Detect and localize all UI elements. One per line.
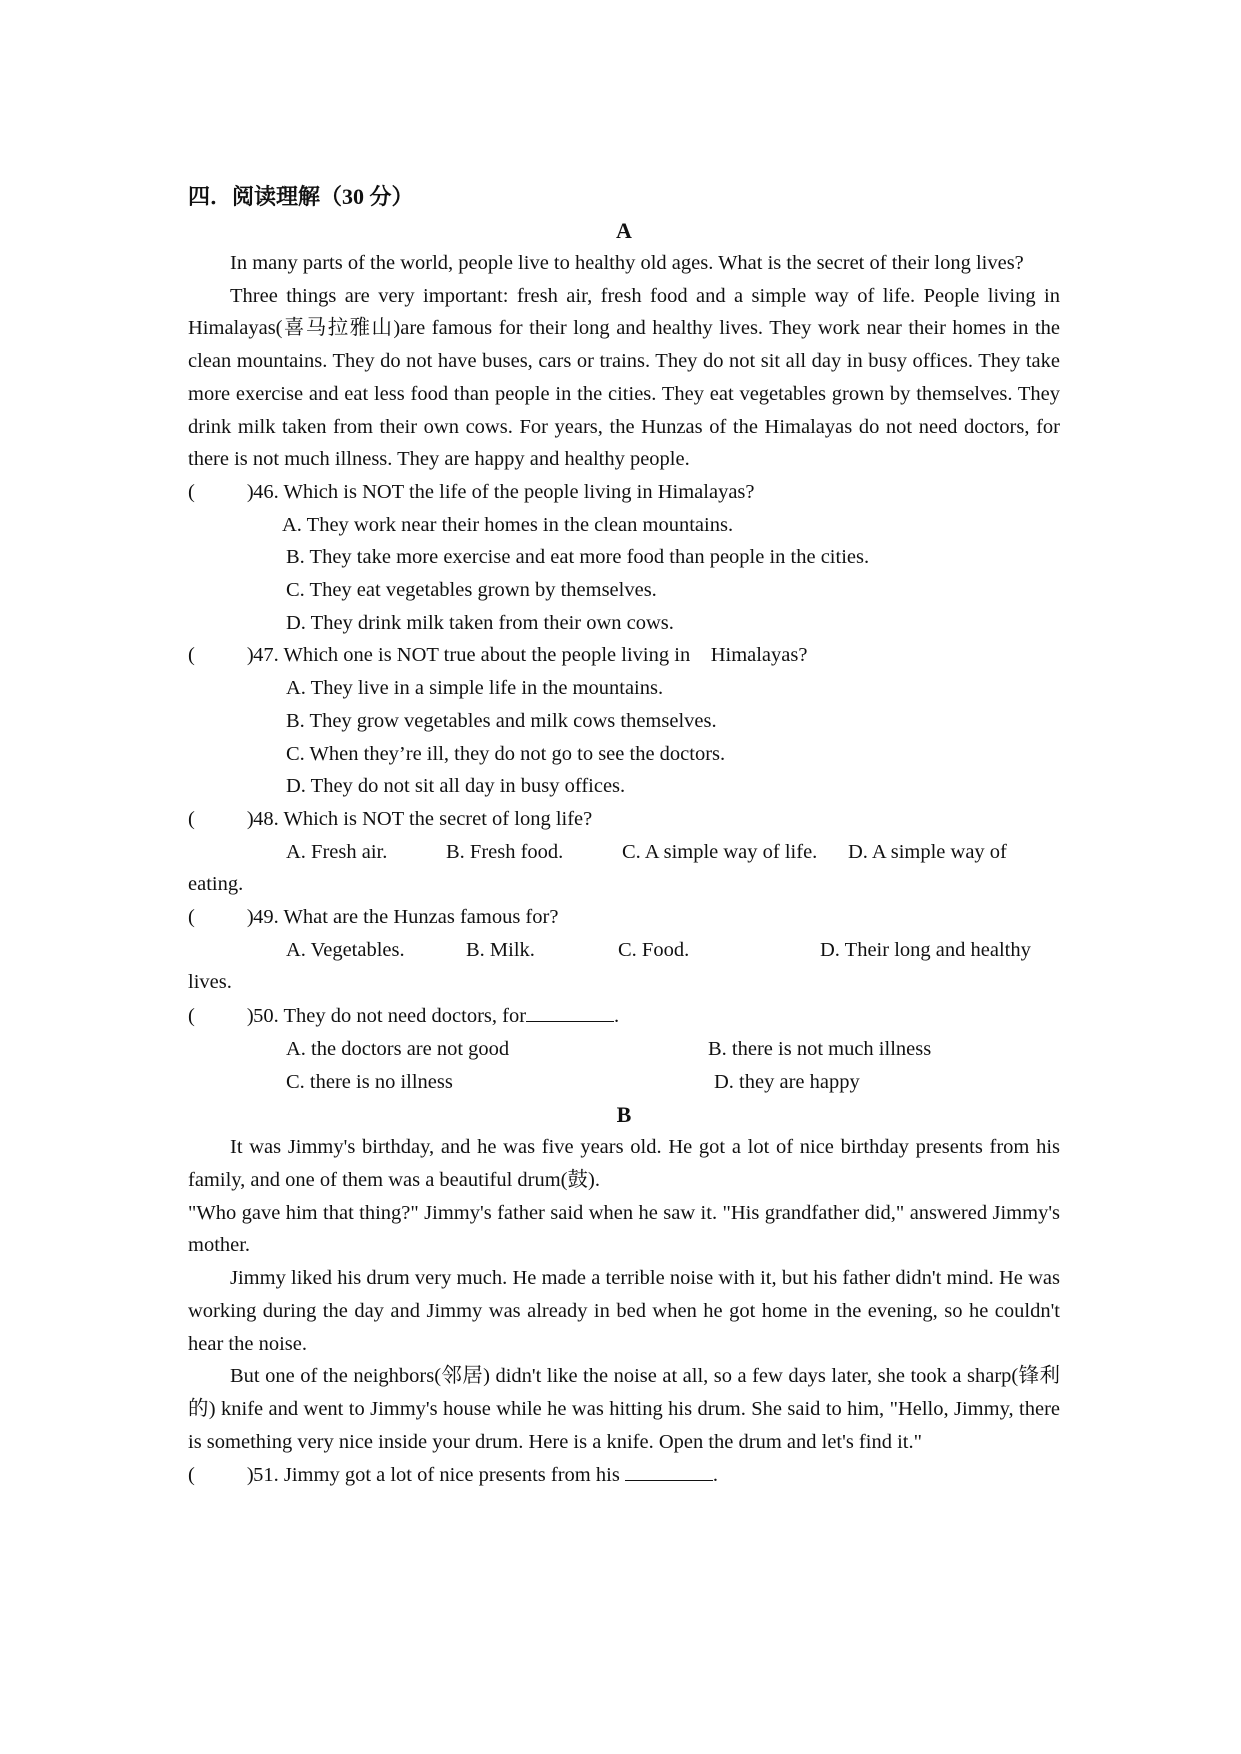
answer-blank[interactable] [526,999,614,1022]
options-50-row-2 [188,1066,1060,1099]
question-text: 46. Which is NOT the life of the people living in Himalayas? [253,480,755,503]
part-b-paragraph-3: Jimmy liked his drum very much. He made a terrible noise with it, but his father didn't mind. He was working during the day and Jimmy was already in bed when he got home in the evening, so he couldn't hear the noise. [188,1267,1060,1355]
question-50: ( ) 50. They do not need doctors, for . [188,999,1060,1033]
question-text: 49. What are the Hunzas famous for? [253,906,559,929]
option-49-wrap: lives. [188,971,232,994]
option-50-a: A. the doctors are not good [286,1037,510,1060]
document-page [188,180,1060,1492]
option-49-d: D. Their long and healthy [820,938,1031,961]
option-46-c: C. They eat vegetables grown by themselves. [286,579,657,602]
options-50-row-1 [188,1033,1060,1066]
answer-paren[interactable]: ( ) [188,644,254,667]
answer-paren[interactable]: ( ) [188,480,254,503]
option-47-c: C. When they’re ill, they do not go to see the doctors. [286,742,726,765]
option-48-a: A. Fresh air. [286,840,388,863]
question-text: 51. Jimmy got a lot of nice presents from his [253,1464,620,1487]
option-49-b: B. Milk. [466,938,535,961]
answer-blank[interactable] [625,1458,713,1481]
options-48 [188,836,1060,869]
option-50-c: C. there is no illness [286,1070,453,1093]
option-50-b: B. there is not much illness [708,1037,932,1060]
question-47 [188,639,1060,672]
option-49-c: C. Food. [618,938,690,961]
part-b-paragraph-1: It was Jimmy's birthday, and he was five years old. He got a lot of nice birthday presents from his family, and one of them was a beautiful drum(鼓). [188,1136,1060,1191]
part-b-heading: B [616,1102,632,1128]
option-49-a: A. Vegetables. [286,938,405,961]
answer-paren[interactable]: ( ) [188,1464,254,1487]
option-48-b: B. Fresh food. [446,840,564,863]
option-48-c: C. A simple way of life. [622,840,818,863]
option-47-b: B. They grow vegetables and milk cows themselves. [286,709,717,732]
part-a-heading: A [616,218,632,243]
option-47-a: A. They live in a simple life in the mountains. [286,677,664,700]
part-a-paragraph-2: Three things are very important: fresh air, fresh food and a simple way of life. People living in Himalayas(喜马拉雅山)are famous for their long and healthy lives. They work near their homes in the clean mountains. They do not have buses, cars or trains. They do not sit all day in busy offices. They take more exercise and eat less food than people in the cities. They eat vegetables grown by themselves. They drink milk taken from their own cows. For years, the Hunzas of the Himalayas do not need doctors, for there is not much illness. They are happy and healthy people. [188,284,1060,471]
section-title: 四．阅读理解（30 分） [188,184,414,209]
option-48-d: D. A simple way of [848,840,1007,863]
question-51: ( ) 51. Jimmy got a lot of nice presents from his . [188,1458,1060,1492]
answer-paren[interactable]: ( ) [188,1005,254,1028]
option-48-wrap: eating. [188,873,244,896]
part-a-paragraph-1: In many parts of the world, people live to healthy old ages. What is the secret of their long lives? [230,252,1024,274]
question-text: 47. Which one is NOT true about the people living in Himalayas? [253,644,808,667]
option-46-b: B. They take more exercise and eat more food than people in the cities. [286,546,870,569]
question-text: 50. They do not need doctors, for [253,1005,527,1028]
answer-paren[interactable]: ( ) [188,807,254,830]
question-text: 48. Which is NOT the secret of long life? [253,807,593,830]
question-49 [188,901,1060,934]
part-b-paragraph-2: "Who gave him that thing?" Jimmy's father said when he saw it. "His grandfather did," answered Jimmy's mother. [188,1201,1060,1257]
question-48 [188,803,1060,836]
options-49 [188,934,1060,967]
part-b-paragraph-4: But one of the neighbors(邻居) didn't like the noise at all, so a few days later, she took a sharp(锋利的) knife and went to Jimmy's house while he was hitting his drum. She said to him, "Hello, Jimmy, there is something very nice inside your drum. Here is a knife. Open the drum and let's find it." [188,1365,1060,1453]
option-47-d: D. They do not sit all day in busy offices. [286,775,626,798]
question-46 [188,476,1060,509]
answer-paren[interactable]: ( ) [188,906,254,929]
option-50-d: D. they are happy [714,1070,860,1093]
option-46-d: D. They drink milk taken from their own cows. [286,611,674,634]
option-46-a: A. They work near their homes in the clean mountains. [282,513,734,536]
